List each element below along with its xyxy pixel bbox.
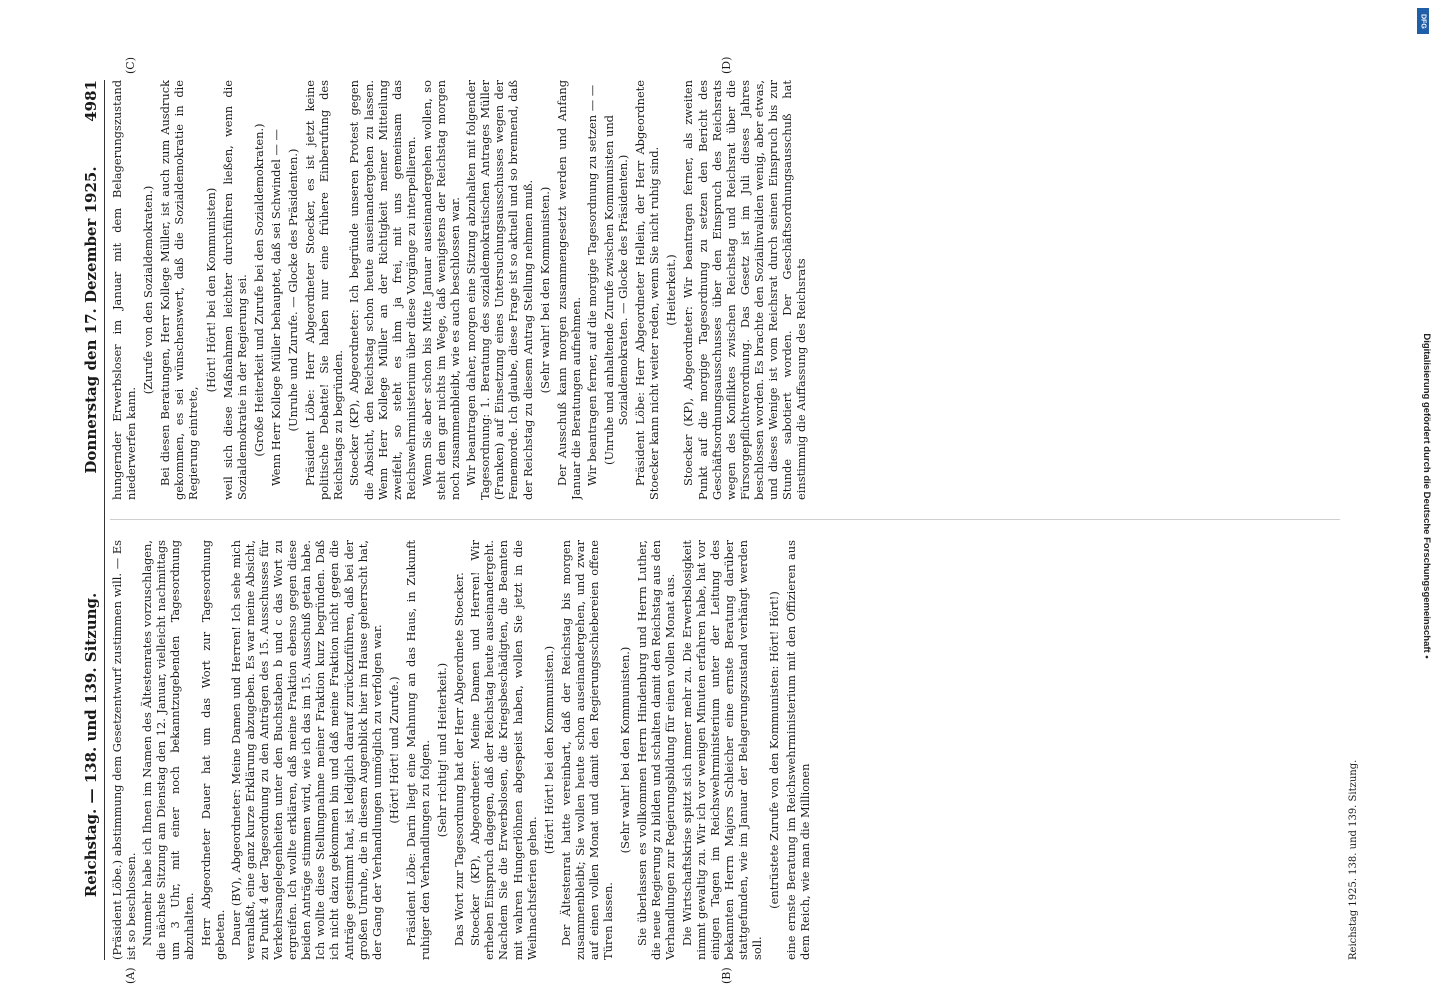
interjection: (Heiterkeit.) — [664, 254, 679, 326]
margin-marker-a: (A) — [124, 967, 137, 984]
paragraph: eine ernste Beratung im Reichswehrministerium mit den Offizieren aus dem Reich, wie man die Millionen — [784, 540, 813, 960]
margin-marker-c: (C) — [124, 57, 137, 74]
paragraph: (Präsident Löbe.) abstimmung dem Gesetzentwurf zustimmen will. — Es ist so beschlossen. — [110, 540, 139, 960]
paragraph: Wir beantragen daher, morgen eine Sitzung abzuhalten mit folgender Tagesordnung: 1. Beratung des sozialdemokratischen Antrages Müller (Franken) auf Einsetzung eines Untersuchungsausschusses wegen der Fememorde. Ich glaube, diese Frage ist so aktuell und so brennend, daß der Reichstag zu diesem Antrag Stellung nehmen muß. — [464, 80, 535, 500]
right-text-column — [110, 80, 1340, 500]
paragraph: hungernder Erwerbsloser im Januar mit dem Belagerungszustand niederwerfen kann. — [110, 80, 139, 500]
column-divider — [110, 519, 1340, 520]
interjection: (Große Heiterkeit und Zurufe bei den Sozialdemokraten.) — [251, 123, 266, 457]
digitization-credit-text: Digitalisierung gefördert durch die Deutsche Forschungsgemeinschaft • — [1421, 333, 1432, 659]
paragraph: Der Ältestenrat hatte vereinbart, daß der Reichstag bis morgen zusammenbleibt; Sie wollen heute schon auseinandergehen, und zwar auf einen vollen Monat und damit den Regierungsschiebereien offene Türen lassen. — [558, 540, 616, 960]
header-session-title: Reichstag. — 138. und 139. Sitzung. — [82, 592, 100, 898]
margin-marker-b: (B) — [720, 967, 733, 984]
page-header — [80, 80, 105, 960]
page-footer-left: Reichstag 1925. 138. und 139. Sitzung. — [1348, 759, 1359, 960]
interjection: (Hört! Hört! und Zurufe.) — [386, 676, 401, 824]
speech-paragraph: Präsident Löbe: Herr Abgeordneter Hellein, der Herr Abgeordnete Stoecker kann nicht weiter reden, wenn Sie nicht ruhig sind. — [633, 80, 662, 500]
interjection: (Unruhe und anhaltende Zurufe zwischen Kommunisten und Sozialdemokraten. — Glocke des Präsidenten.) — [602, 115, 631, 465]
interjection: (Hört! Hört! bei den Kommunisten) — [203, 187, 218, 393]
header-page-number: 4981 — [82, 80, 100, 122]
paragraph: Die Wirtschaftskrise spitzt sich immer mehr zu. Die Erwerbslosigkeit nimmt gewaltig zu. Wir ich vor wenigen Minuten erfahren habe, hat vor einigen Tagen im Reichswehrministerium unter der Leitung des bekannten Herrn Majors Schleicher eine ernste Beratung darüber stattgefunden, wie im Januar der Belagerungszustand verhängt werden soll. — [679, 540, 765, 960]
interjection: (Zurufe von den Sozialdemokraten.) — [141, 185, 156, 395]
paragraph: Sie überlassen es vollkommen Herrn Hindenburg und Herrn Luther, die neue Regierung zu bilden und schalten damit den Reichstag aus den Verhandlungen zur Regierungsbildung für einen vollen Monat aus. — [635, 540, 678, 960]
interjection: (Sehr wahr! bei den Kommunisten.) — [618, 646, 633, 854]
speech-paragraph: Stoecker (KP), Abgeordneter: Ich begründe unseren Protest gegen die Absicht, den Reichstag schon heute auseinandergehen zu lassen. Wenn Herr Kollege Müller an der Richtigkeit meiner Mitteilung zweifelt, so steht es ihm ja frei, mit uns gemeinsam das Reichswehrministerium über diese Vorgänge zu interpellieren. — [347, 80, 418, 500]
paragraph: weil sich diese Maßnahmen leichter durchführen ließen, wenn die Sozialdemokratie in der Regierung sei. — [220, 80, 249, 500]
header-date: Donnerstag den 17. Dezember 1925. — [82, 166, 100, 474]
digitization-credit — [1414, 8, 1430, 993]
dfg-logo: DFG — [1417, 8, 1429, 34]
paragraph: Bei diesen Beratungen, Herr Kollege Müller, ist auch zum Ausdruck gekommen, es sei wünschenswert, daß die Sozialdemokratie in die Regierung eintrete, — [158, 80, 201, 500]
paragraph: Nunmehr habe ich Ihnen im Namen des Ältestenrates vorzuschlagen, die nächste Sitzung am Dienstag den 12. Januar, vielleicht nachmittags um 3 Uhr, mit einer noch bekanntzugebenden Tagesordnung abzuhalten. — [140, 540, 197, 960]
interjection: (Unruhe und Zurufe. — Glocke des Präsidenten.) — [286, 148, 301, 432]
speech-paragraph: Stoecker (KP), Abgeordneter: Wir beantragen ferner, als zweiten Punkt auf die morgige Tagesordnung zu setzen den Bericht des Geschäftsordnungsausschusses über den Einspruch des Reichsrats wegen des Konfliktes zwischen Reichstag und Reichsrat über die Fürsorgepflichtverordnung. Das Gesetz ist im Juli dieses Jahres beschlossen worden. Es brachte den Sozialinvaliden wenig, aber etwas, und dieses Wenige ist vom Reichsrat durch seinen Einspruch bis zur Stunde sabotiert worden. Der Geschäftsordnungsausschuß hat einstimmig die Auffassung des Reichsrats — [681, 80, 809, 500]
margin-marker-d: (D) — [720, 56, 733, 74]
paragraph: Der Ausschuß kann morgen zusammengesetzt werden und Anfang Januar die Beratungen aufnehmen. — [554, 80, 583, 500]
interjection: (Sehr richtig! und Heiterkeit.) — [435, 662, 450, 838]
interjection: (Hört! Hört! bei den Kommunisten.) — [541, 645, 556, 855]
paragraph: Herr Abgeordneter Dauer hat um das Wort zur Tagesordnung gebeten. — [198, 540, 227, 960]
speech-paragraph: Stoecker (KP), Abgeordneter: Meine Damen und Herren! Wir erheben Einspruch dagegen, daß der Reichstag heute auseinandergeht. Nachdem Sie die Erwerbslosen, die Kriegsbeschädigten, die Beamten mit wahren Hungerlöhnen abgespeist haben, wollen Sie jetzt in die Weihnachtsferien gehen. — [468, 540, 539, 960]
interjection: (Sehr wahr! bei den Kommunisten.) — [537, 186, 552, 394]
paragraph: Wir beantragen ferner, auf die morgige Tagesordnung zu setzen — — — [584, 84, 599, 486]
scanned-page — [80, 56, 1420, 984]
speech-paragraph: Präsident Löbe: Darin liegt eine Mahnung an das Haus, in Zukunft ruhiger den Verhandlungen zu folgen. — [403, 540, 432, 960]
left-text-column — [110, 540, 1340, 960]
speech-paragraph: Präsident Löbe: Herr Abgeordneter Stoecker, es ist jetzt keine politische Debatte! Sie haben nur eine frühere Einberufung des Reichstags zu begründen. — [303, 80, 346, 500]
paragraph: Das Wort zur Tagesordnung hat der Herr Abgeordnete Stoecker. — [452, 572, 467, 946]
speech-paragraph: Dauer (BV), Abgeordneter: Meine Damen und Herren! Ich sehe mich veranlaßt, eine ganz kurze Erklärung abzugeben. Es war meine Absicht, zu Punkt 4 der Tagesordnung zu den Anträgen des 15. Ausschusses für Verkehrsangelegenheiten unter den Buchstaben b und c das Wort zu ergreifen. Ich wollte erklären, daß meine Fraktion ebenso gegen diese beiden Anträge stimmen wird, wie ich das im 15. Ausschuß getan habe. Ich wollte diese Stellungnahme meiner Fraktion kurz begründen. Daß ich nicht dazu gekommen bin und daß meine Fraktion nicht gegen die Anträge gestimmt hat, ist lediglich darauf zurückzuführen, daß bei der großen Unruhe, die in diesem Augenblick hier im Hause geherrscht hat, der Gang der Verhandlungen unmöglich zu verfolgen war. — [228, 540, 384, 960]
paragraph: Wenn Sie aber schon bis Mitte Januar auseinandergehen wollen, so steht dem gar nichts im Wege, daß wenigstens der Reichstag morgen noch zusammenbleibt, wie es auch beschlossen war. — [419, 80, 463, 500]
paragraph: Wenn Herr Kollege Müller behauptet, daß sei Schwindel — — — [268, 129, 283, 486]
interjection: (entrüstete Zurufe von den Kommunisten: Hört! Hört!) — [767, 591, 782, 909]
